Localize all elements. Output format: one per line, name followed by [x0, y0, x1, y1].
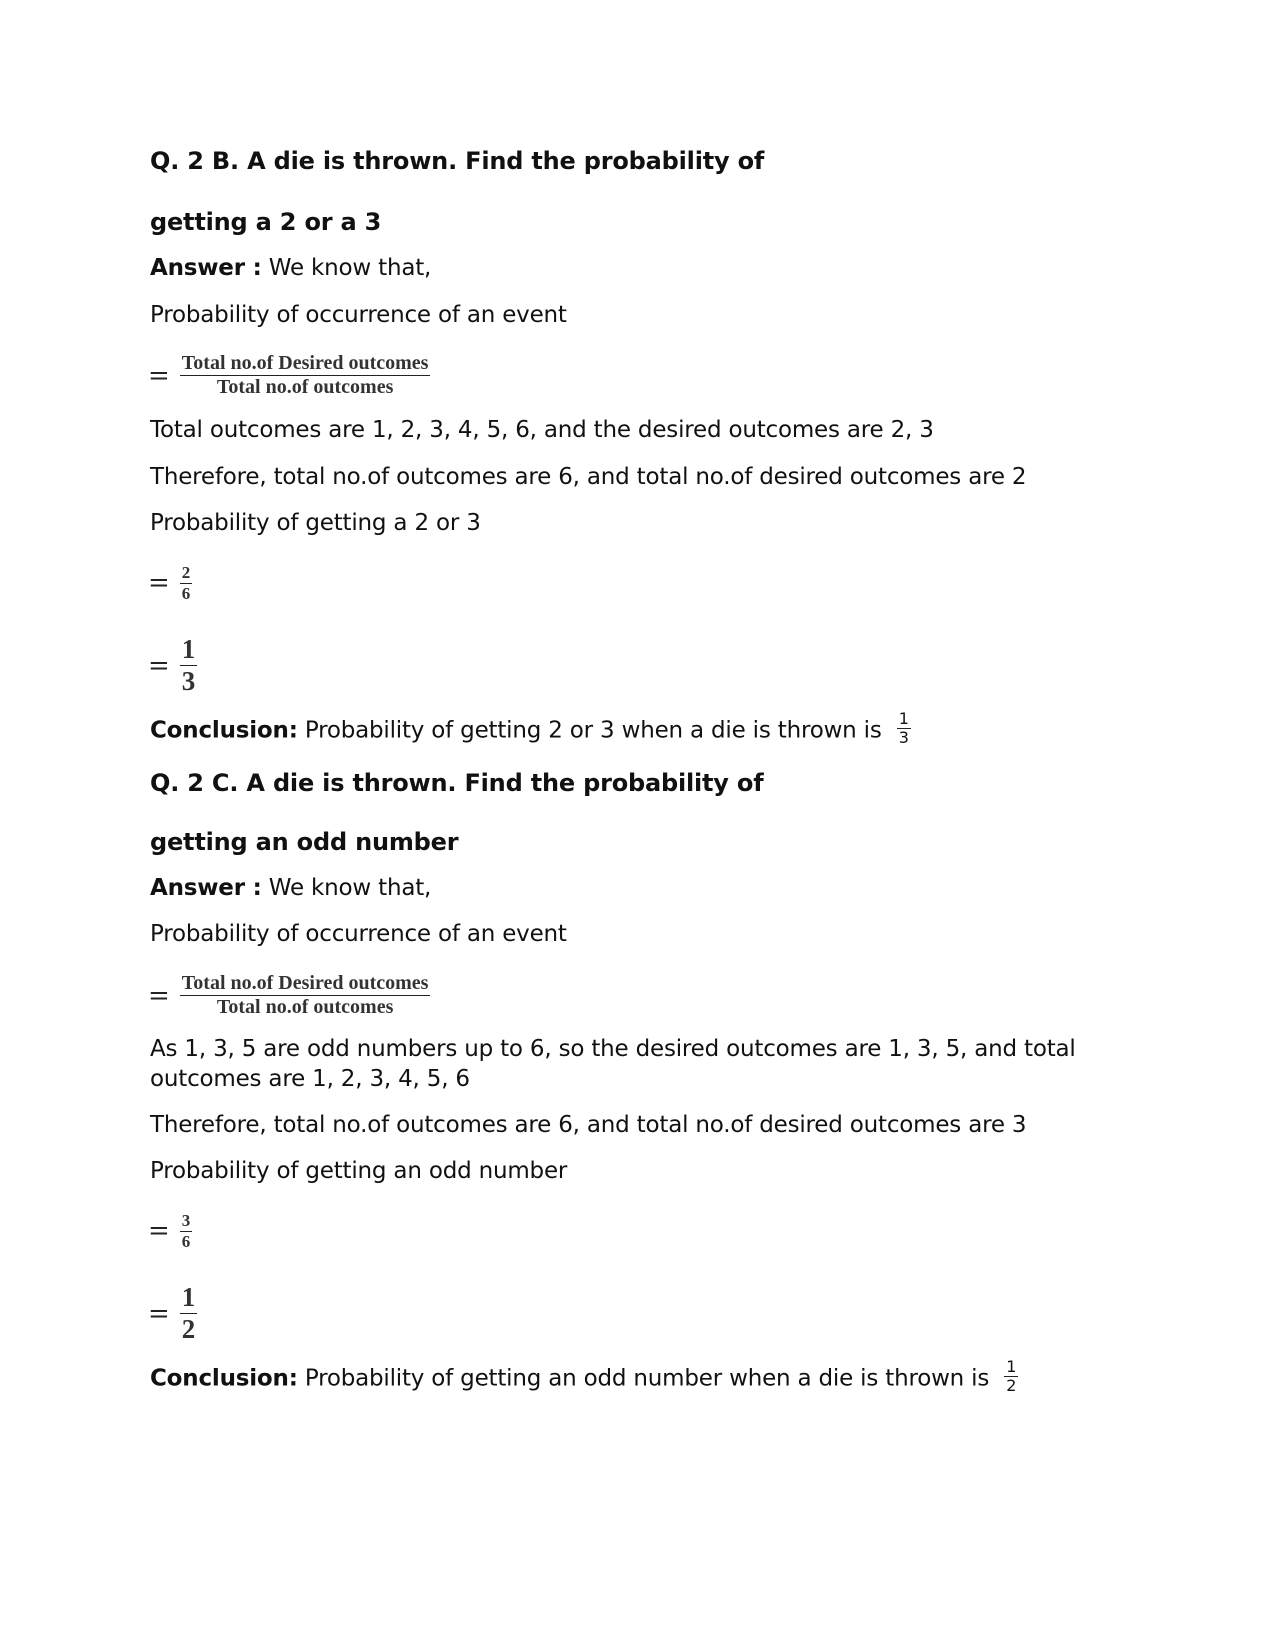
q2c-step2 — [148, 1282, 197, 1345]
conclusion-denominator: 2 — [1006, 1376, 1017, 1396]
step2-fraction — [180, 1282, 198, 1345]
conclusion-text: Probability of getting an odd number when a die is thrown is — [297, 1365, 990, 1392]
q2c-prob-of: Probability of getting an odd number — [150, 1158, 568, 1184]
equals-sign: = — [148, 650, 170, 681]
q2b-prob-def: Probability of occurrence of an event — [150, 302, 567, 328]
step1-numerator: 2 — [181, 563, 191, 582]
conclusion-label: Conclusion: — [150, 717, 298, 744]
conclusion-numerator: 1 — [898, 709, 909, 728]
formula-denominator: Total no.of outcomes — [216, 996, 394, 1018]
formula-numerator: Total no.of Desired outcomes — [181, 972, 429, 994]
conclusion-fraction — [1004, 1358, 1018, 1396]
q2c-therefore: Therefore, total no.of outcomes are 6, and total no.of desired outcomes are 3 — [150, 1112, 1027, 1138]
step2-denominator: 2 — [181, 1314, 196, 1345]
q2b-step1 — [148, 563, 192, 603]
equals-sign: = — [148, 1298, 170, 1329]
q2b-title-line2: getting a 2 or a 3 — [150, 208, 382, 236]
q2c-prob-def: Probability of occurrence of an event — [150, 921, 567, 947]
q2b-step2 — [148, 634, 197, 697]
q2c-title-line1: Q. 2 C. A die is thrown. Find the probability of — [150, 769, 764, 797]
q2c-conclusion — [150, 1357, 1018, 1398]
q2b-answer — [150, 253, 431, 283]
q2b-prob-of: Probability of getting a 2 or 3 — [150, 510, 481, 536]
conclusion-numerator: 1 — [1006, 1357, 1017, 1376]
equals-sign: = — [148, 360, 170, 391]
answer-label: Answer : — [150, 875, 262, 901]
q2b-therefore: Therefore, total no.of outcomes are 6, and total no.of desired outcomes are 2 — [150, 464, 1027, 490]
q2c-step1 — [148, 1211, 192, 1251]
conclusion-label: Conclusion: — [150, 1365, 298, 1392]
q2b-conclusion — [150, 709, 911, 750]
equals-sign: = — [148, 1216, 170, 1247]
step1-fraction — [180, 1211, 193, 1251]
step1-fraction — [180, 563, 193, 603]
answer-text: We know that, — [261, 255, 432, 281]
q2b-formula — [148, 352, 430, 399]
conclusion-text: Probability of getting 2 or 3 when a die is thrown is — [297, 717, 882, 744]
equals-sign: = — [148, 980, 170, 1011]
formula-fraction — [180, 972, 431, 1019]
step1-numerator: 3 — [181, 1211, 191, 1230]
answer-label: Answer : — [150, 255, 262, 281]
formula-denominator: Total no.of outcomes — [216, 376, 394, 398]
formula-numerator: Total no.of Desired outcomes — [181, 352, 429, 374]
q2c-title-line2: getting an odd number — [150, 828, 459, 856]
q2c-odd-line1: As 1, 3, 5 are odd numbers up to 6, so the desired outcomes are 1, 3, 5, and total — [150, 1036, 1076, 1062]
step2-denominator: 3 — [181, 666, 196, 697]
step1-denominator: 6 — [181, 583, 191, 603]
q2b-outcomes: Total outcomes are 1, 2, 3, 4, 5, 6, and the desired outcomes are 2, 3 — [150, 417, 934, 443]
equals-sign: = — [148, 568, 170, 599]
q2c-formula — [148, 972, 430, 1019]
conclusion-fraction — [897, 710, 911, 748]
answer-text: We know that, — [261, 875, 432, 901]
step1-denominator: 6 — [181, 1231, 191, 1251]
formula-fraction — [180, 352, 431, 399]
step2-numerator: 1 — [181, 634, 196, 664]
step2-fraction — [180, 634, 198, 697]
q2c-answer — [150, 873, 431, 903]
q2b-title-line1: Q. 2 B. A die is thrown. Find the probability of — [150, 147, 765, 175]
q2c-odd-line2: outcomes are 1, 2, 3, 4, 5, 6 — [150, 1066, 470, 1092]
step2-numerator: 1 — [181, 1282, 196, 1312]
conclusion-denominator: 3 — [898, 728, 909, 748]
